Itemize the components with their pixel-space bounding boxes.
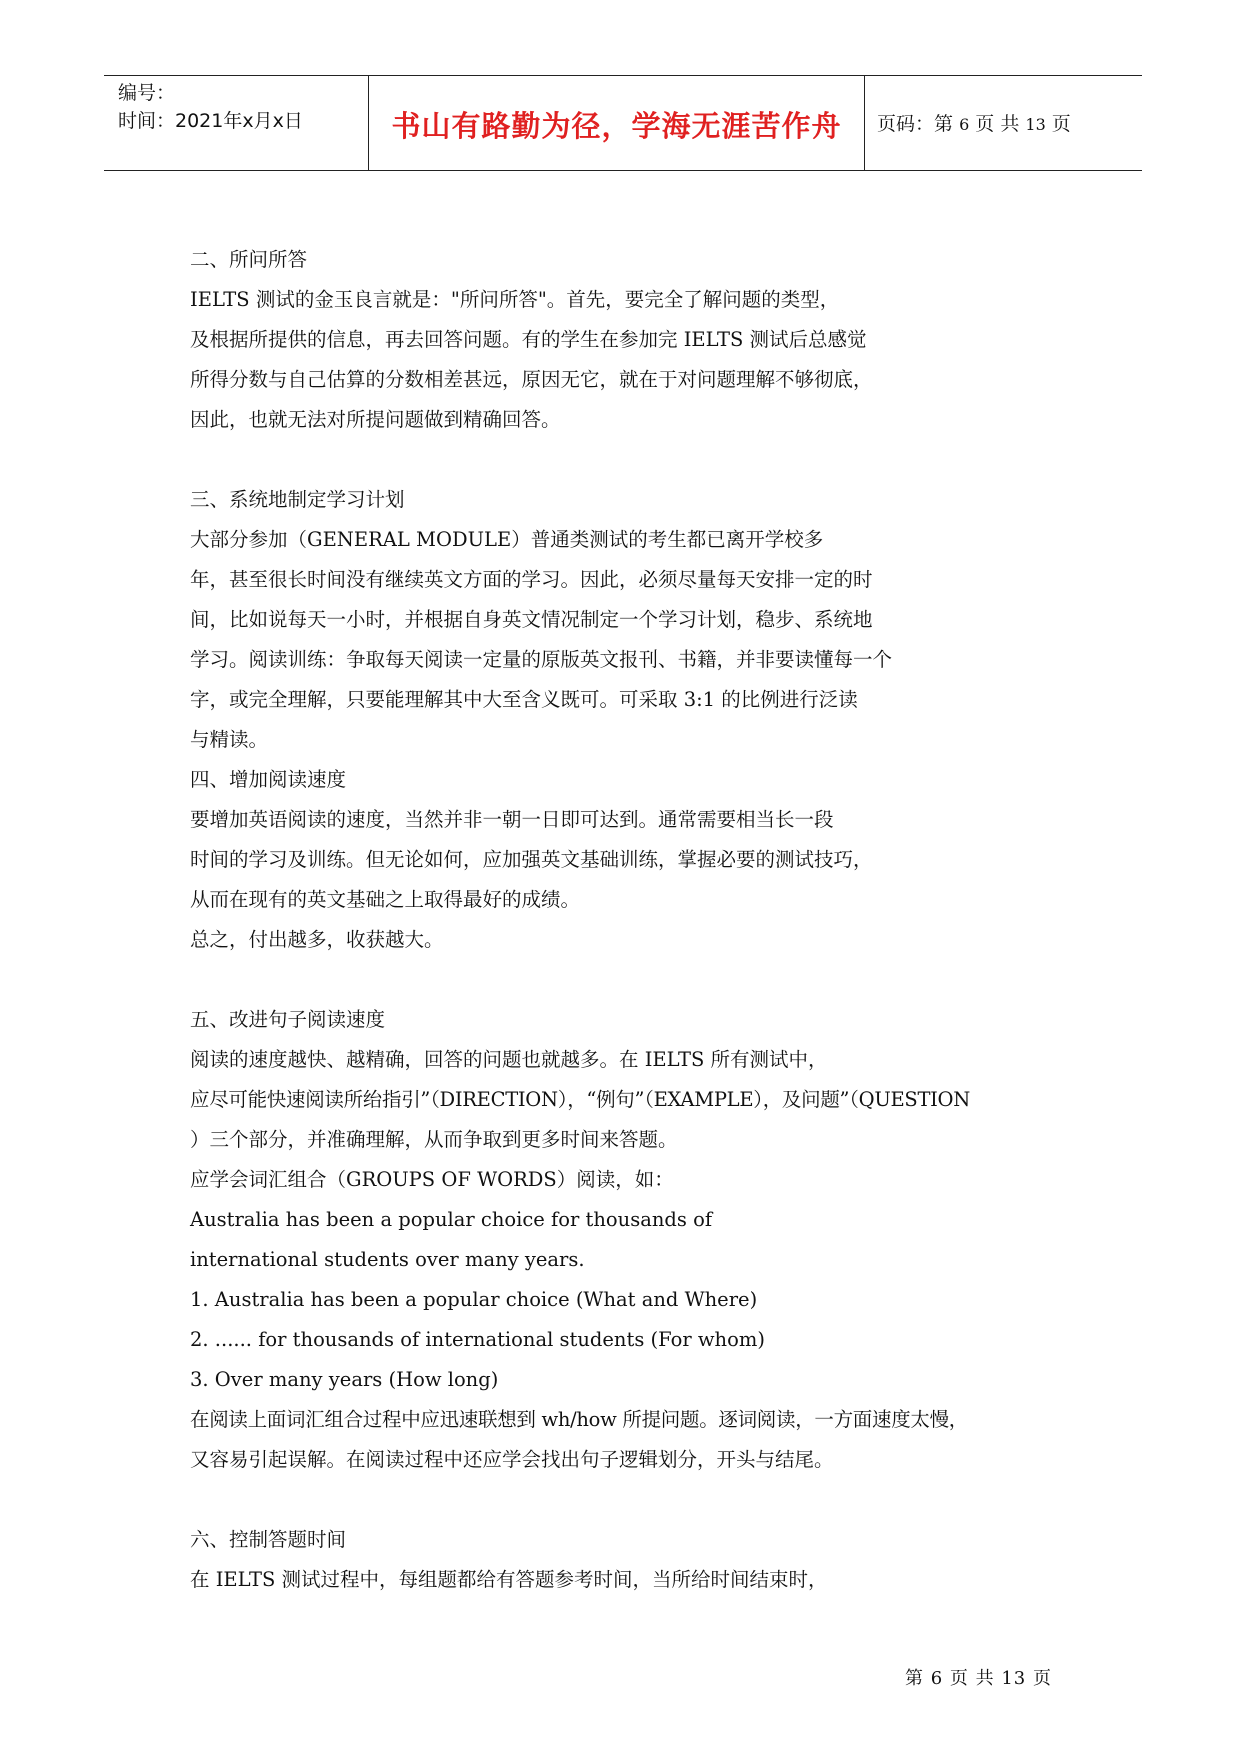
body-line: 在 IELTS 测试过程中，每组题都给有答题参考时间，当所给时间结束时， [190, 1568, 828, 1591]
section-heading: 四、增加阅读速度 [190, 768, 347, 791]
header-right-cell [865, 76, 1142, 170]
section-heading: 二、所问所答 [190, 248, 308, 271]
header-motto: 书山有路勤为径，学海无涯苦作舟 [391, 109, 842, 143]
section-heading: 五、改进句子阅读速度 [190, 1008, 386, 1031]
body-line: 及根据所提供的信息，再去回答问题。有的学生在参加完 IELTS 测试后总感觉 [190, 328, 867, 351]
document-number-label: 编号： [118, 82, 176, 104]
page-code-mid: 页 共 [975, 113, 1020, 135]
body-line: 因此，也就无法对所提问题做到精确回答。 [190, 408, 561, 431]
body-line: 总之，付出越多，收获越大。 [190, 928, 444, 951]
header-center-cell [368, 76, 865, 170]
section-heading: 三、系统地制定学习计划 [190, 488, 405, 511]
body-line: 学习。阅读训练：争取每天阅读一定量的原版英文报刊、书籍，并非要读懂每一个 [190, 648, 893, 671]
body-line: ）三个部分，并准确理解，从而争取到更多时间来答题。 [190, 1128, 678, 1151]
body-line: 阅读的速度越快、越精确，回答的问题也就越多。在 IELTS 所有测试中， [190, 1048, 828, 1071]
section-heading: 六、控制答题时间 [190, 1528, 347, 1551]
body-line: IELTS 测试的金玉良言就是："所问所答"。首先，要完全了解问题的类型， [190, 288, 840, 311]
body-line: 应尽可能快速阅读所绐指引”（DIRECTION），“例句”（EXAMPLE），及问题”（QUESTION [190, 1088, 971, 1111]
body-line: 时间的学习及训练。但无论如何，应加强英文基础训练，掌握必要的测试技巧， [190, 848, 873, 871]
example-sentence: Australia has been a popular choice for thousands of [190, 1208, 713, 1231]
body-line: 年，甚至很长时间没有继续英文方面的学习。因此，必须尽量每天安排一定的时 [190, 568, 873, 591]
body-line: 应学会词汇组合（GROUPS OF WORDS）阅读，如： [190, 1168, 674, 1191]
example-list-item: 3. Over many years (How long) [190, 1368, 499, 1391]
header-page-code [877, 109, 1071, 136]
page-header [104, 75, 1142, 171]
example-list-item: 2. ...... for thousands of international students (For whom) [190, 1328, 765, 1351]
page-code-total: 13 [1025, 115, 1046, 134]
body-line: 大部分参加（GENERAL MODULE）普通类测试的考生都已离开学校多 [190, 528, 824, 551]
body-line: 在阅读上面词汇组合过程中应迅速联想到 wh/how 所提问题。逐词阅读，一方面速度太慢， [190, 1408, 969, 1431]
body-line: 要增加英语阅读的速度，当然并非一朝一日即可达到。通常需要相当长一段 [190, 808, 834, 831]
page-code-suffix: 页 [1051, 113, 1071, 135]
example-sentence: international students over many years. [190, 1248, 585, 1271]
body-line: 从而在现有的英文基础之上取得最好的成绩。 [190, 888, 581, 911]
page-code-current: 6 [959, 115, 970, 134]
body-line: 字，或完全理解，只要能理解其中大至含义既可。可采取 3:1 的比例进行泛读 [190, 688, 858, 711]
body-line: 与精读。 [190, 728, 269, 751]
document-time-label: 时间：2021年x月x日 [118, 110, 303, 132]
body-line: 又容易引起误解。在阅读过程中还应学会找出句子逻辑划分，开头与结尾。 [190, 1448, 834, 1471]
header-left-cell [104, 76, 368, 170]
page-footer: 第 6 页 共 13 页 [905, 1668, 1052, 1689]
body-line: 间，比如说每天一小时，并根据自身英文情况制定一个学习计划，稳步、系统地 [190, 608, 873, 631]
body-line: 所得分数与自己估算的分数相差甚远，原因无它，就在于对问题理解不够彻底， [190, 368, 873, 391]
page-code-prefix: 页码：第 [877, 113, 954, 135]
example-list-item: 1. Australia has been a popular choice (What and Where) [190, 1288, 758, 1311]
